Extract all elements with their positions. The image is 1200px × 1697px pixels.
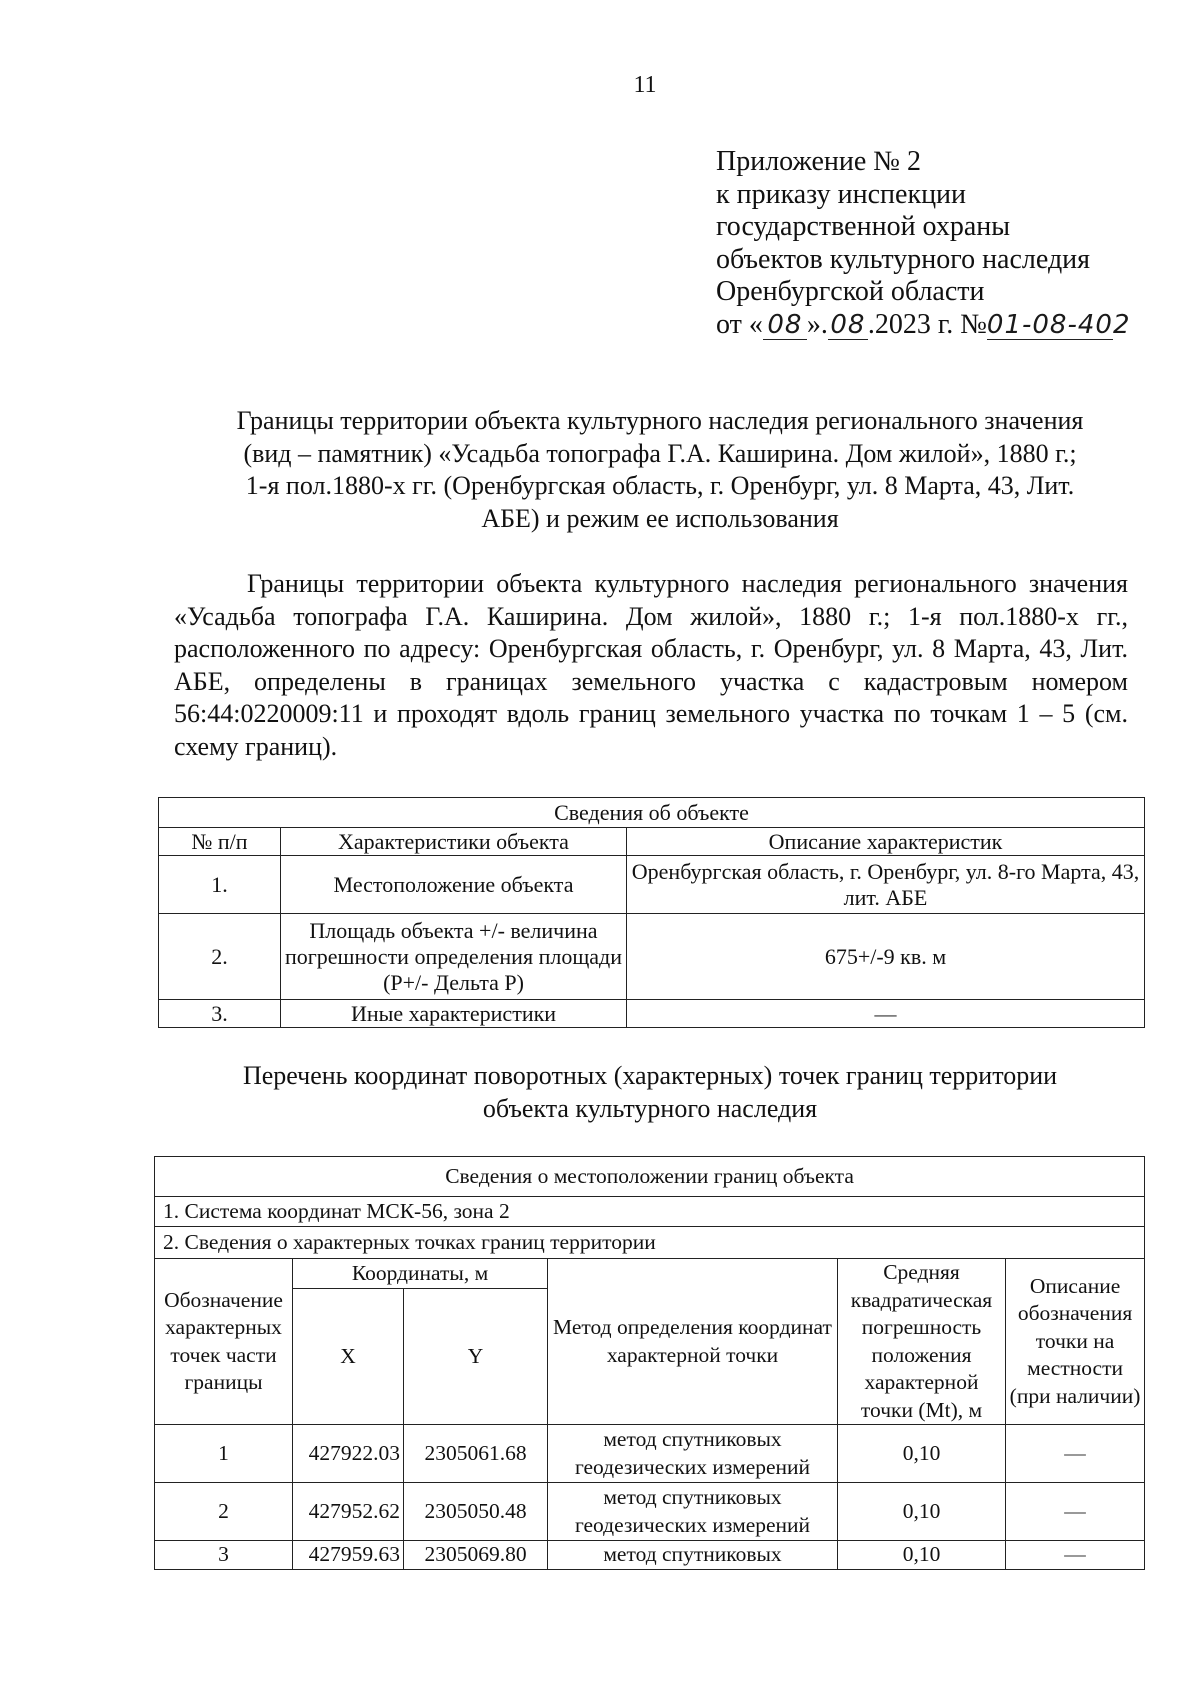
column-header: Описание характеристик xyxy=(627,828,1145,856)
table-row xyxy=(159,1000,1145,1028)
cell-method: метод спутниковых xyxy=(548,1541,838,1570)
appendix-line: объектов культурного наследия xyxy=(716,243,1091,275)
table-row xyxy=(159,914,1145,1000)
cell-point: 1 xyxy=(155,1425,293,1483)
cell-point: 3 xyxy=(155,1541,293,1570)
appendix-line: Приложение № 2 xyxy=(716,146,921,177)
handwritten-day: 08 xyxy=(763,311,807,340)
column-header: № п/п xyxy=(159,828,281,856)
header-error: Средняя квадратическая погрешность положения характерной точки (Mt), м xyxy=(838,1259,1006,1425)
coordinate-system-row: 1. Система координат МСК-56, зона 2 xyxy=(155,1197,1145,1227)
header-y: Y xyxy=(404,1289,548,1425)
row-number: 1. xyxy=(159,856,281,914)
title-line: АБЕ) и режим ее использования xyxy=(481,503,839,533)
boundary-points-row: 2. Сведения о характерных точках границ территории xyxy=(155,1227,1145,1259)
table-row xyxy=(159,856,1145,914)
table-caption: Сведения об объекте xyxy=(159,798,1145,828)
cell-method: метод спутниковых геодезических измерений xyxy=(548,1425,838,1483)
cell-description: — xyxy=(1006,1541,1145,1570)
table-row xyxy=(155,1541,1145,1570)
appendix-block xyxy=(716,146,1186,341)
object-info-table xyxy=(158,797,1145,1028)
section-title-line: объекта культурного наследия xyxy=(482,1093,818,1123)
cell-error: 0,10 xyxy=(838,1483,1006,1541)
row-characteristic: Площадь объекта +/- величина погрешности определения площади (P+/- Дельта P) xyxy=(281,914,627,1000)
table-caption: Сведения о местоположении границ объекта xyxy=(155,1157,1145,1197)
cell-y: 2305050.48 xyxy=(404,1483,548,1541)
handwritten-month: 08 xyxy=(828,311,868,340)
row-description: Оренбургская область, г. Оренбург, ул. 8-го Марта, 43, лит. АБЕ xyxy=(627,856,1145,914)
cell-point: 2 xyxy=(155,1483,293,1541)
row-description: 675+/-9 кв. м xyxy=(627,914,1145,1000)
boundary-description-paragraph: Границы территории объекта культурного наследия регионального значения «Усадьба топографа Г.А. Каширина. Дом жилой», 1880 г.; 1-я пол.1880-х гг., расположенного по адресу: Оренбургская область, г. Оренбург, ул. 8 Марта, 43, Лит. АБЕ, определены в границах земельного участка с кадастровым номером 56:44:0220009:11 и проходят вдоль границ земельного участка по точкам 1 – 5 (см. схему границ). xyxy=(174,569,1128,761)
cell-x: 427959.63 xyxy=(293,1541,404,1570)
row-description: — xyxy=(627,1000,1145,1028)
title-line: 1-я пол.1880-х гг. (Оренбургская область, г. Оренбург, ул. 8 Марта, 43, Лит. xyxy=(245,471,1075,500)
document-title xyxy=(170,405,1150,535)
cell-description: — xyxy=(1006,1483,1145,1541)
coordinates-section-title xyxy=(150,1060,1150,1125)
header-method: Метод определения координат характерной точки xyxy=(548,1259,838,1425)
table-row xyxy=(155,1425,1145,1483)
cell-x: 427952.62 xyxy=(293,1483,404,1541)
handwritten-order-number: 01-08-402 xyxy=(986,309,1131,340)
appendix-line: Оренбургской области xyxy=(716,276,985,307)
row-number: 2. xyxy=(159,914,281,1000)
cell-error: 0,10 xyxy=(838,1541,1006,1570)
appendix-date-line xyxy=(716,309,1186,342)
section-title-line: Перечень координат поворотных (характерных) точек границ территории xyxy=(242,1061,1058,1090)
cell-error: 0,10 xyxy=(838,1425,1006,1483)
appendix-line: к приказу инспекции xyxy=(716,178,967,210)
cell-description: — xyxy=(1006,1425,1145,1483)
row-number: 3. xyxy=(159,1000,281,1028)
date-suffix: .2023 г. № xyxy=(867,308,987,340)
date-prefix: от « xyxy=(716,308,763,340)
title-line: (вид – памятник) «Усадьба топографа Г.А. Каширина. Дом жилой», 1880 г.; xyxy=(243,438,1077,468)
title-line: Границы территории объекта культурного наследия регионального значения xyxy=(236,406,1084,435)
appendix-line: государственной охраны xyxy=(716,211,1011,242)
column-header: Характеристики объекта xyxy=(281,828,627,856)
cell-x: 427922.03 xyxy=(293,1425,404,1483)
page-number: 11 xyxy=(633,72,657,98)
header-coordinates: Координаты, м xyxy=(293,1259,548,1289)
header-description: Описание обозначения точки на местности (при наличии) xyxy=(1006,1259,1145,1425)
table-row xyxy=(155,1483,1145,1541)
cell-method: метод спутниковых геодезических измерений xyxy=(548,1483,838,1541)
row-characteristic: Местоположение объекта xyxy=(281,856,627,914)
coordinates-table xyxy=(154,1156,1145,1570)
cell-y: 2305069.80 xyxy=(404,1541,548,1570)
header-x: X xyxy=(293,1289,404,1425)
header-point: Обозначение характерных точек части границы xyxy=(155,1259,293,1425)
row-characteristic: Иные характеристики xyxy=(281,1000,627,1028)
date-mid: ». xyxy=(806,308,828,340)
cell-y: 2305061.68 xyxy=(404,1425,548,1483)
